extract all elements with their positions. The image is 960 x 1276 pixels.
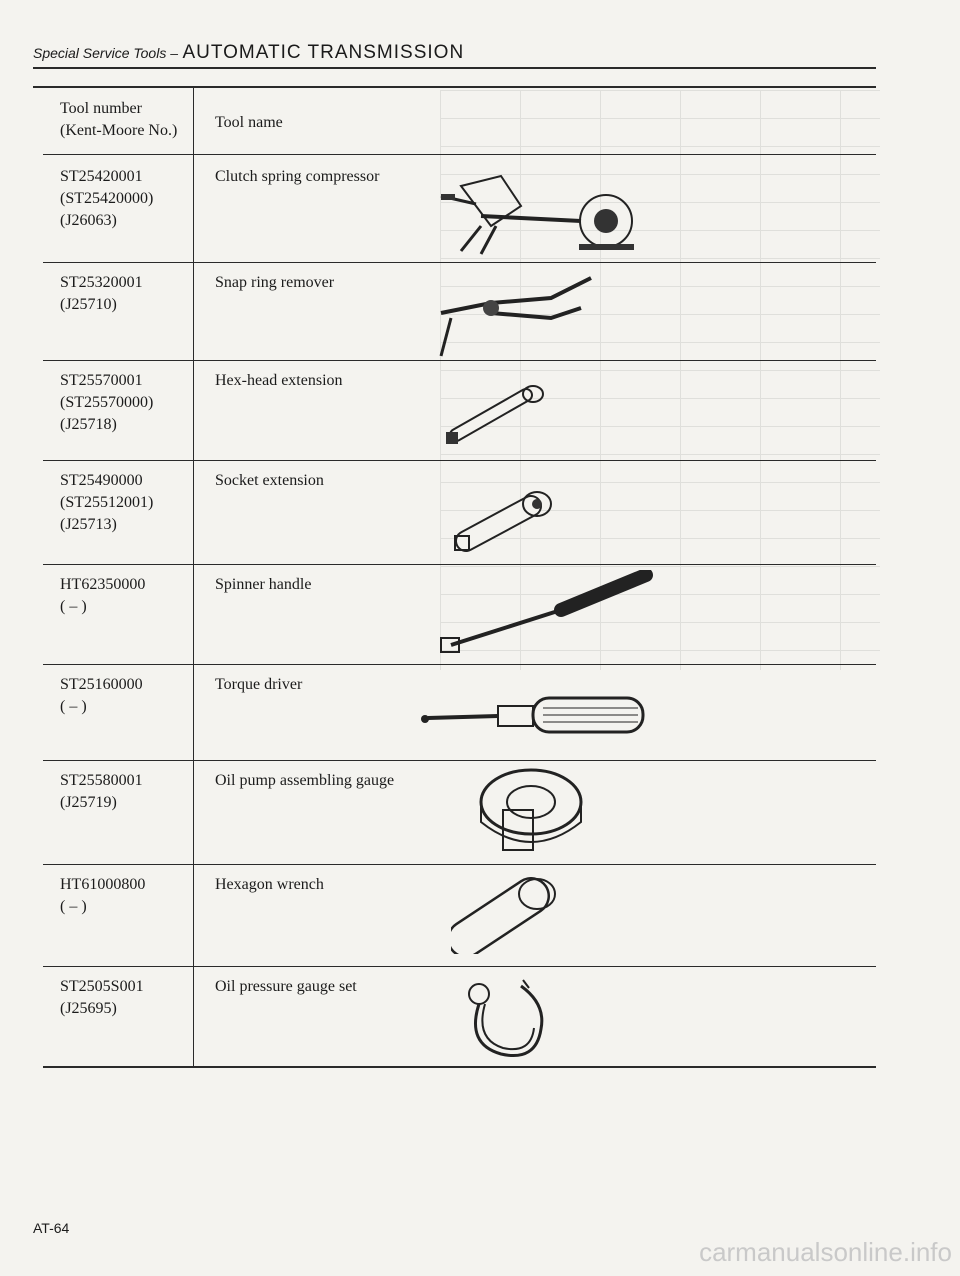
tool-number: ST25570001 (ST25570000) (J25718) — [60, 372, 154, 433]
spinner-handle-icon — [421, 570, 661, 660]
tool-name: Hex-head extension — [215, 372, 343, 389]
page-number: AT-64 — [33, 1220, 70, 1236]
table-row — [43, 262, 876, 361]
clutch-spring-compressor-icon — [381, 166, 661, 256]
section-label: Special Service Tools – — [33, 45, 179, 61]
header-rule — [33, 67, 876, 69]
tool-name: Torque driver — [215, 676, 303, 693]
column-header-name: Tool name — [215, 114, 283, 131]
torque-driver-icon — [413, 688, 663, 748]
tool-number: HT61000800 ( – ) — [60, 876, 146, 915]
tool-number: ST25320001 (J25710) — [60, 274, 143, 313]
table-row — [43, 564, 876, 665]
snap-ring-remover-icon — [431, 268, 631, 360]
tool-name: Snap ring remover — [215, 274, 335, 291]
table-row — [43, 460, 876, 565]
tool-number: ST25490000 (ST25512001) (J25713) — [60, 472, 154, 533]
table-header-row — [43, 88, 876, 155]
tool-number: ST25420001 (ST25420000) (J26063) — [60, 168, 154, 229]
tool-number: HT62350000 ( – ) — [60, 576, 146, 615]
tool-name: Spinner handle — [215, 576, 312, 593]
table-row — [43, 360, 876, 461]
watermark: carmanualsonline.info — [699, 1237, 952, 1267]
tool-name: Oil pump assembling gauge — [215, 772, 395, 789]
tool-name: Clutch spring compressor — [215, 168, 380, 185]
table-row — [43, 864, 876, 967]
tool-name: Socket extension — [215, 472, 324, 489]
table-row — [43, 966, 876, 1067]
hexagon-wrench-icon — [451, 874, 561, 954]
tool-number: ST25580001 (J25719) — [60, 772, 143, 811]
table-row — [43, 760, 876, 865]
table-row — [43, 664, 876, 761]
hex-head-extension-icon — [441, 380, 561, 455]
page-header — [33, 42, 464, 64]
table-row — [43, 156, 876, 263]
page-title: AUTOMATIC TRANSMISSION — [182, 42, 465, 63]
tool-number: ST2505S001 (J25695) — [60, 978, 144, 1017]
tool-name: Oil pressure gauge set — [215, 978, 357, 995]
tool-number: ST25160000 ( – ) — [60, 676, 143, 715]
column-header-number: Tool number (Kent-Moore No.) — [60, 100, 178, 139]
oil-pump-gauge-icon — [441, 762, 591, 858]
socket-extension-icon — [451, 486, 571, 558]
oil-pressure-gauge-icon — [461, 974, 561, 1062]
tool-name: Hexagon wrench — [215, 876, 324, 893]
